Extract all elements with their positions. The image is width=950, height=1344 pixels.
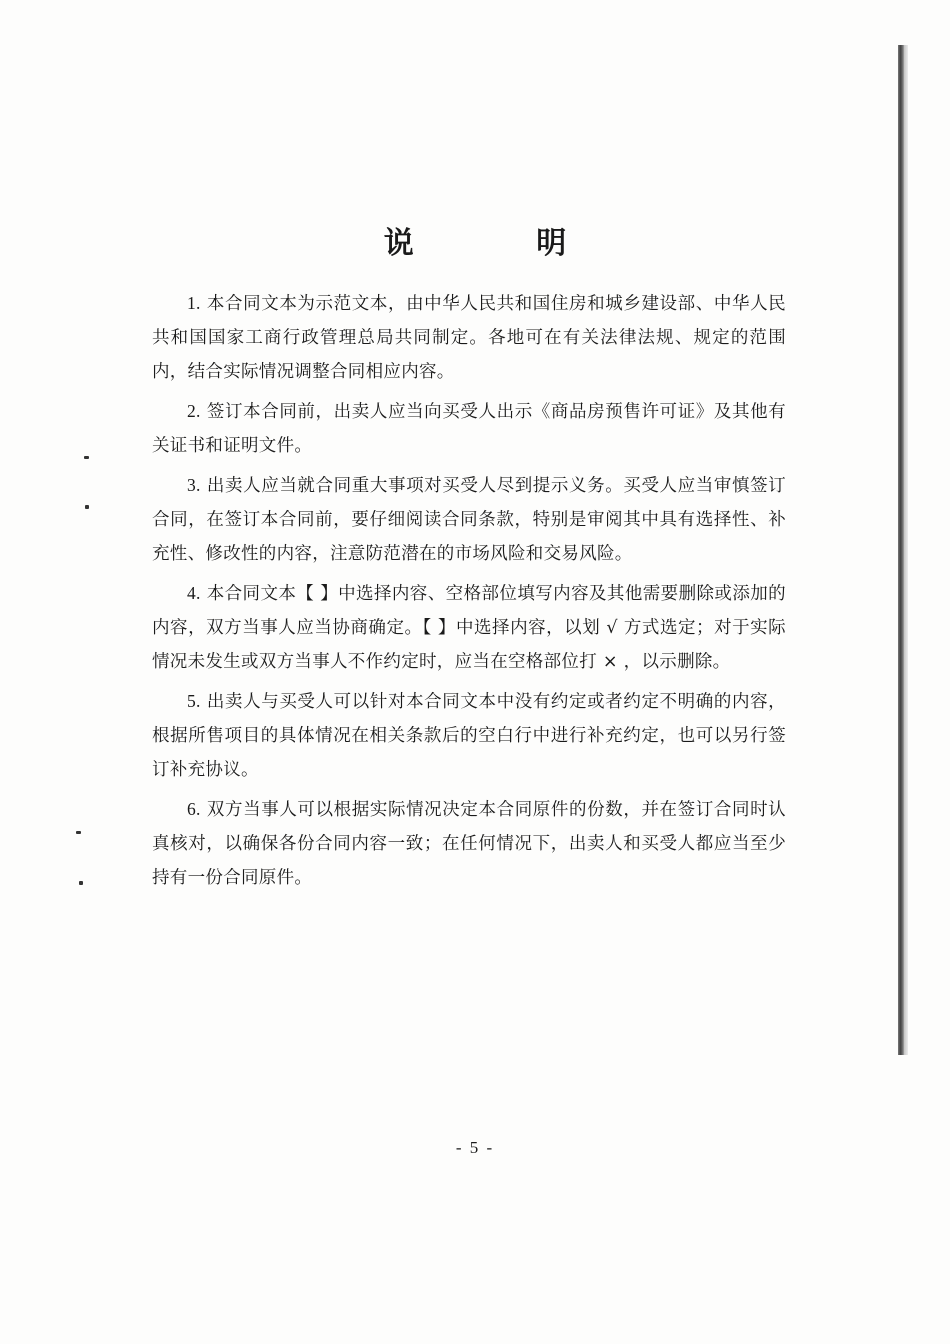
paragraph-number: 4. <box>187 583 201 603</box>
paragraph-number: 6. <box>187 799 201 819</box>
paragraph-text: 出卖人与买受人可以针对本合同文本中没有约定或者约定不明确的内容，根据所售项目的具体情况在相关条款后的空白行中进行补充约定，也可以另行签订补充协议。 <box>152 692 786 780</box>
explanation-paragraph-3 <box>152 468 786 571</box>
page-title: 说 明 <box>383 226 623 261</box>
paragraph-text: 出卖人应当就合同重大事项对买受人尽到提示义务。买受人应当审慎签订合同，在签订本合同前，要仔细阅读合同条款，特别是审阅其中具有选择性、补充性、修改性的内容，注意防范潜在的市场风险和交易风险。 <box>152 476 786 564</box>
scan-speck <box>84 456 89 459</box>
scan-speck <box>85 505 89 509</box>
paragraph-number: 2. <box>187 401 201 421</box>
explanation-body <box>152 286 786 900</box>
explanation-paragraph-6 <box>152 792 786 895</box>
explanation-paragraph-2 <box>152 394 786 463</box>
paragraph-text: 本合同文本【 】中选择内容、空格部位填写内容及其他需要删除或添加的内容，双方当事人应当协商确定。【 】中选择内容，以划 √ 方式选定；对于实际情况未发生或双方当事人不作约定时，应当在空格部位打 × ，以示删除。 <box>152 584 786 672</box>
paragraph-number: 5. <box>187 691 201 711</box>
explanation-paragraph-5 <box>152 684 786 787</box>
paragraph-text: 签订本合同前，出卖人应当向买受人出示《商品房预售许可证》及其他有关证书和证明文件。 <box>152 402 786 456</box>
page-number: - 5 - <box>455 1138 495 1157</box>
paragraph-number: 1. <box>187 293 201 313</box>
paragraph-number: 3. <box>187 475 201 495</box>
scan-edge-highlight <box>904 45 908 1055</box>
paragraph-text: 本合同文本为示范文本，由中华人民共和国住房和城乡建设部、中华人民共和国国家工商行政管理总局共同制定。各地可在有关法律法规、规定的范围内，结合实际情况调整合同相应内容。 <box>152 294 786 382</box>
explanation-paragraph-4 <box>152 576 786 679</box>
scan-speck <box>76 831 81 834</box>
scan-speck <box>79 881 83 885</box>
explanation-paragraph-1 <box>152 286 786 389</box>
paragraph-text: 双方当事人可以根据实际情况决定本合同原件的份数，并在签订合同时认真核对，以确保各份合同内容一致；在任何情况下，出卖人和买受人都应当至少持有一份合同原件。 <box>152 800 786 888</box>
